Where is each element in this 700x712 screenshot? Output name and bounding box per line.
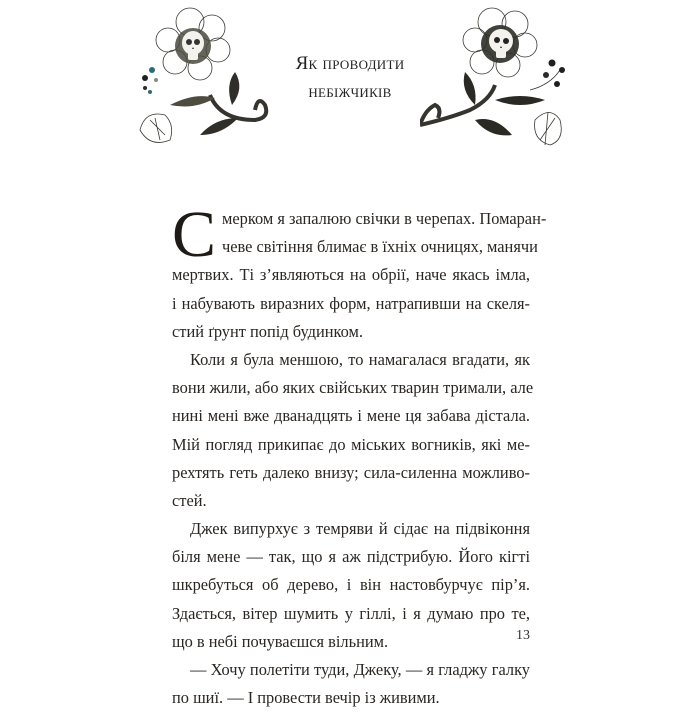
text-line: що в небі почуваєшся вільним. [172, 631, 389, 651]
chapter-title-line-2: небіжчиків [308, 81, 392, 102]
text-line: нині мені вже дванадцять і мене ця забава дістала. [172, 406, 530, 426]
text-line: вони жили, або яких свійських тварин тримали, але [172, 378, 534, 398]
text-line: біля мене — так, що я аж підстрибую. Його кігті [172, 547, 530, 567]
text-line: рехтять геть далеко внизу; сила-силенна можливо- [172, 462, 530, 482]
text-line: стей. [172, 490, 207, 510]
text-line: шкребуться об дерево, і він настовбурчує пір’я. [172, 575, 530, 595]
text-line: Мій погляд прикипає до міських вогників, які ме- [172, 434, 530, 454]
text-line: Здається, вітер шумить у гіллі, і я думаю про те, [172, 603, 530, 623]
chapter-title-line-1: Як проводити [295, 53, 405, 74]
text-line: — Хочу полетіти туди, Джеку, — я гладжу галку [190, 660, 530, 679]
text-line: чеве світіння блимає в їхніх очницях, манячи [222, 237, 538, 257]
page-number: 13 [516, 628, 530, 643]
text-line: стий ґрунт попід будинком. [172, 321, 364, 341]
drop-cap: С [172, 198, 217, 271]
text-line: Коли я була меншою, то намагалася вгадати, як [190, 349, 530, 369]
text-line: Джек випурхує з темряви й сідає на підвіконня [190, 519, 530, 539]
body-text [172, 198, 547, 712]
text-line: по шиї. — І провести вечір із живими. [172, 688, 440, 708]
text-line: мерком я запалюю свічки в черепах. Помаран- [222, 209, 547, 228]
skull-flower-ornament-right-icon [420, 0, 580, 150]
text-line: і набувають виразних форм, натрапивши на скеля- [172, 293, 530, 313]
text-line: мертвих. Ті з’являються на обрії, наче якась імла, [172, 265, 530, 285]
